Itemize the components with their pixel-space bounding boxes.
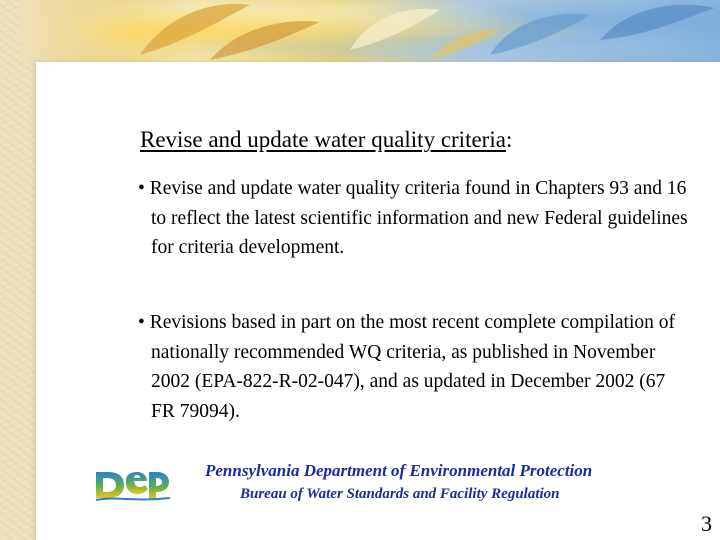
dep-logo-icon [94,466,172,504]
banner-fade [20,0,140,62]
leaf-collage-banner [20,0,720,62]
bullet-criteria-revision: • Revise and update water quality criteria found in Chapters 93 and 16 to reflect the latest scientific information and new Federal guidelines for criteria development. [138,178,688,258]
bullet-revision-basis: • Revisions based in part on the most recent complete compilation of nationally recommended WQ criteria, as published in November 2002 (EPA-822-R-02-047), and as updated in December 2002 (67 FR 79094). [138,312,675,422]
footer-bureau: Bureau of Water Standards and Facility Regulation [240,486,560,502]
slide-heading-colon: : [505,127,513,152]
slide-heading [140,127,512,153]
footer-organization: Pennsylvania Department of Environmental Protection [205,461,593,480]
slide-heading-text: Revise and update water quality criteria [140,127,506,152]
page-number: 3 [701,511,712,536]
